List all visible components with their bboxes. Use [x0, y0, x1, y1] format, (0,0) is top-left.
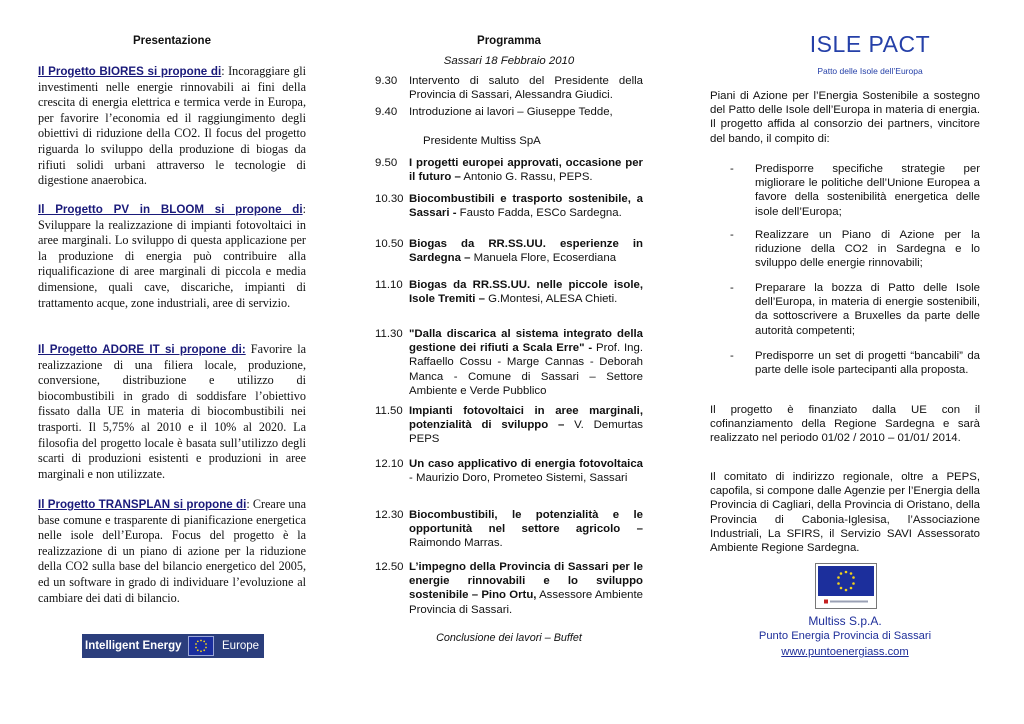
program-text: Presidente Multiss SpA	[423, 135, 541, 147]
program-time: 10.50	[375, 238, 404, 250]
transplan-paragraph	[38, 497, 306, 606]
website-link[interactable]: www.puntoenergiass.com	[781, 646, 909, 658]
transplan-text: : Creare una base comune e trasparente di pianificazione energetica nelle isole dell’Europa. Focus del progetto è la realizzazione di un piano di azione per la riduzione della CO2 sulla base del bilancio energetico del 2005, ed un software in grado di individuare l’evoluzione al cambiare dei dati di bilancio.	[38, 497, 306, 605]
isle-committee: Il comitato di indirizzo regionale, oltre a PEPS, capofila, si compone dalle Agenzie per l’Energia della Provincia di Cagliari, della Provincia di Oristano, della Provincia di Cabonia-Iglesisa, l’Associazione Industriali, La SFIRS, il Servizio SAVI Assessorato Ambiente Regione Sardegna.	[710, 471, 980, 555]
pvbloom-text: : Sviluppare la realizzazione di impianti fotovoltaici in aree marginali. Lo sviluppo di questa applicazione per la produzione di energia può contribuire alla riqualificazione di aree marginali di piccola e media dimensione, quali cave, discariche, impianti di trattamento acque, zone industriali, aree di servizio.	[38, 202, 306, 310]
program-time: 9.30	[375, 75, 398, 87]
intelligent-energy-europe-logo	[82, 634, 264, 658]
program-text: Prof. Ing. Raffaello Cossu - Marge Cannas - Deborah Manca - Comune di Sassari – Settore Ambiente e Verde Pubblico	[409, 342, 643, 397]
program-item: 10.30 Biocombustibili e trasporto sostenibile, a Sassari - Fausto Fadda, ESCo Sardegna.	[375, 193, 643, 220]
adore-text: Favorire la realizzazione di una filiera locale, produzione, conversione, distribuzione e utilizzo di biocombustibili in grado di soddisfare l’obiettivo fissato dalla UE in materia di biocombustibili nei trasporti. Il 5,75% al 2010 e il 10% al 2020. La filosofia del progetto locale è basata sull’utilizzo degli scarti di produzioni esistenti e produzioni in aree marginali e non utilizzate.	[38, 342, 306, 481]
programma-title: Programma	[477, 35, 541, 47]
pvbloom-paragraph	[38, 202, 306, 311]
biores-lead: Il Progetto BIORES si propone di	[38, 65, 222, 78]
org-name: Multiss S.p.A.	[808, 614, 882, 628]
logo-left-text: Intelligent Energy	[85, 640, 182, 652]
program-time: 12.10	[375, 458, 404, 470]
program-time: 10.30	[375, 193, 404, 205]
program-closing: Conclusione dei lavori – Buffet	[436, 632, 582, 644]
program-text: Raimondo Marras.	[409, 537, 503, 550]
isle-intro: Piani di Azione per l’Energia Sostenibile a sostegno del Patto delle Isole dell’Europa in materia di energia. Il progetto affida al consorzio dei partners, vincitore del bando, il compito di:	[710, 90, 980, 145]
program-item: 12.50 L’impegno della Provincia di Sassari per le energie rinnovabili e lo sviluppo sostenibile – Pino Ortu, Assessore Ambiente Provincia di Sassari.	[375, 561, 644, 616]
program-text: V. Demurtas PEPS	[409, 419, 644, 446]
peps-logo	[815, 563, 877, 609]
program-item	[375, 134, 643, 148]
adore-paragraph	[38, 342, 306, 482]
program-time: 11.50	[375, 405, 403, 417]
eu-flag-icon	[188, 636, 214, 656]
program-item: 10.50 Biogas da RR.SS.UU. esperienze in Sardegna – Manuela Flore, Ecoserdiana	[375, 238, 643, 265]
list-item: - Predisporre specifiche strategie per migliorare le politiche dell’Unione Europea a favore della sostenibilità energetica delle isole dell’Europa;	[730, 163, 980, 218]
eu-flag-icon	[818, 566, 874, 596]
isle-pact-title: ISLE PACT	[809, 31, 931, 57]
list-item: - Preparare la bozza di Patto delle Isole dell’Europa, in materia di energie sostenibili, da sottoscrivere a Bruxelles da parte delle autorità competenti;	[730, 282, 980, 337]
program-text: - Maurizio Doro, Prometeo Sistemi, Sassari	[409, 472, 628, 485]
agency-bar	[818, 598, 874, 605]
program-time: 9.50	[375, 157, 398, 169]
adore-lead: Il Progetto ADORE IT si propone di:	[38, 343, 246, 356]
list-item: - Predisporre un set di progetti “bancabili” da parte delle isole partecipanti alla proposta.	[730, 350, 980, 377]
program-time: 12.30	[375, 509, 404, 521]
program-item: 11.30 "Dalla discarica al sistema integrato della gestione dei rifiuti a Scala Erre" - Prof. Ing. Raffaello Cossu - Marge Cannas - Deborah Manca - Comune di Sassari – Settore Ambiente e Verde Pubblico	[375, 328, 643, 397]
program-item: 11.10 Biogas da RR.SS.UU. nelle piccole isole, Isole Tremiti – G.Montesi, ALESA Chieti.	[375, 279, 643, 306]
program-text: Manuela Flore, Ecoserdiana	[470, 252, 617, 265]
isle-pact-column	[710, 0, 980, 724]
bullet-text: Predisporre un set di progetti “bancabili” da parte delle isole partecipanti alla proposta.	[755, 350, 980, 377]
program-item: 12.30 Biocombustibili, le potenzialità e le opportunità nel settore agricolo – Raimondo Marras.	[375, 509, 643, 550]
program-item	[375, 105, 643, 119]
org-subtitle: Punto Energia Provincia di Sassari	[758, 630, 932, 642]
program-time: 12.50	[375, 561, 404, 573]
transplan-lead: Il Progetto TRANSPLAN si propone di	[38, 498, 247, 511]
program-text: Antonio G. Rassu, PEPS.	[460, 171, 593, 184]
bullet-text: Realizzare un Piano di Azione per la riduzione della CO2 in Sardegna e lo sviluppo delle energie rinnovabili;	[755, 229, 980, 270]
programma-column	[375, 0, 643, 724]
bullet-text: Predisporre specifiche strategie per migliorare le politiche dell’Unione Europea a favore della sostenibilità energetica delle isole dell’Europa;	[755, 163, 980, 218]
program-time	[375, 134, 409, 148]
presentazione-column	[38, 0, 306, 724]
program-time: 9.40	[375, 106, 398, 118]
program-item: 11.50 Impianti fotovoltaici in aree marginali, potenzialità di sviluppo – V. Demurtas PEPS	[375, 405, 644, 446]
logo-right-text: Europe	[222, 640, 260, 652]
program-text: G.Montesi, ALESA Chieti.	[484, 293, 618, 306]
isle-pact-subtitle: Patto delle Isole dell’Europa	[817, 66, 923, 76]
presentazione-title: Presentazione	[133, 35, 211, 47]
bullet-text: Preparare la bozza di Patto delle Isole dell’Europa, in materia di energie sostenibili, da sottoscrivere a Bruxelles da parte delle autorità competenti;	[755, 282, 980, 337]
list-item: - Realizzare un Piano di Azione per la riduzione della CO2 in Sardegna e lo sviluppo delle energie rinnovabili;	[730, 229, 980, 270]
program-time: 11.10	[375, 279, 403, 291]
program-text: Intervento di saluto del Presidente della Provincia di Sassari, Alessandra Giudici.	[409, 75, 643, 102]
program-item: 12.10 Un caso applicativo di energia fotovoltaica - Maurizio Doro, Prometeo Sistemi, Sassari	[375, 458, 643, 485]
isle-finance: Il progetto è finanziato dalla UE con il cofinanziamento della Regione Sardegna e sarà realizzato nel periodo 01/02 / 2010 – 01/01/ 2014.	[710, 404, 980, 445]
pvbloom-lead: Il Progetto PV in BLOOM si propone di	[38, 203, 303, 216]
biores-paragraph	[38, 64, 306, 189]
program-item	[375, 74, 643, 102]
program-text: Introduzione ai lavori – Giuseppe Tedde,	[409, 106, 613, 118]
program-item: 9.50 I progetti europei approvati, occasione per il futuro – Antonio G. Rassu, PEPS.	[375, 157, 643, 184]
program-time: 11.30	[375, 328, 403, 340]
programma-date: Sassari 18 Febbraio 2010	[443, 55, 575, 67]
program-text: Fausto Fadda, ESCo Sardegna.	[456, 207, 622, 220]
biores-text: : Incoraggiare gli investimenti nelle energie rinnovabili ai fini della crescita di energia elettrica e termica verde in Europa, per favorire l’economia ed il raggiungimento degli obiettivi di riduzione della CO2. Il focus del progetto riguarda lo sviluppo della produzione di biogas da rifiuti solidi urbani attraverso le tecnologie di digestione anaerobica.	[38, 64, 307, 188]
program-text: Assessore Ambiente Provincia di Sassari.	[409, 589, 644, 616]
